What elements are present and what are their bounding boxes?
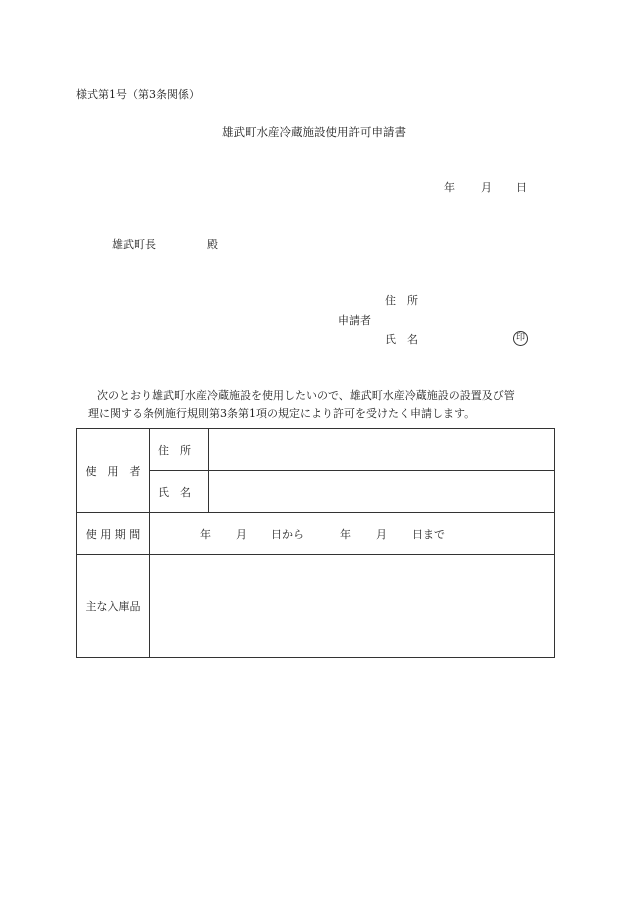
period-header-cell [77,513,150,555]
user-address-field[interactable] [209,429,555,471]
applicant-label: 申請者 [338,314,371,327]
applicant-name-label: 氏 名 [385,333,418,346]
user-address-label-cell [150,429,209,471]
body-text-line-2: 理に関する条例施行規則第3条第1項の規定により許可を受けたく申請します。 [88,407,476,420]
user-address-label: 住 所 [158,443,191,457]
addressee-name: 雄武町長 [112,238,156,251]
user-name-label-cell [150,471,209,513]
period-from-year: 年 [200,528,211,541]
period-from-month: 月 [236,528,247,541]
body-text-line-1: 次のとおり雄武町水産冷蔵施設を使用したいので、雄武町水産冷蔵施設の設置及び管 [97,389,515,402]
date-day: 日 [516,181,527,194]
date-year: 年 [444,181,455,194]
period-to-day: 日まで [412,528,445,541]
goods-header-cell [77,555,150,658]
date-month: 月 [481,181,492,194]
period-from-day: 日から [271,528,304,541]
applicant-address-label: 住 所 [385,294,418,307]
application-table [76,428,555,658]
user-name-label: 氏 名 [158,485,191,499]
user-header-cell [77,429,150,513]
form-number: 様式第1号（第3条関係） [76,88,200,101]
period-field[interactable] [150,513,555,555]
period-header: 使 用 期 間 [85,527,141,541]
user-header: 使 用 者 [85,464,141,478]
user-name-field[interactable] [209,471,555,513]
document-title: 雄武町水産冷蔵施設使用許可申請書 [222,125,406,139]
goods-header: 主な入庫品 [85,600,141,613]
addressee-honorific: 殿 [207,238,218,251]
period-to-month: 月 [376,528,387,541]
goods-field[interactable] [150,555,555,658]
seal-mark: 印 [513,331,528,346]
period-to-year: 年 [340,528,351,541]
